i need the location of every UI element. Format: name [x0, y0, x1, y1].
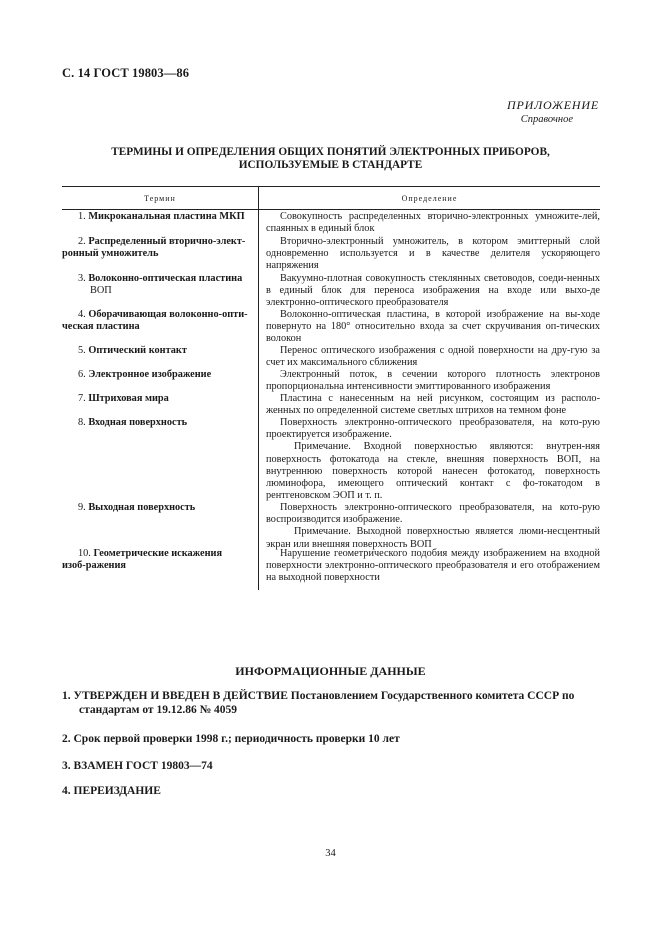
- definition-note: Примечание. Входной поверхностью являются: внутрен-няя поверхность фотокатода на стекле, внешняя поверхность ВОП, на внутреннюю поверхность которой нанесен фотокатод, поверхность люминофора, имеющего оптический контакт с фо-токатодом в рентгеновском ЭОП и т. п.: [266, 441, 600, 502]
- term-number: 3.: [78, 273, 86, 284]
- term-cell: [62, 369, 264, 381]
- definition-text: Электронный поток, в сечении которого плотность электронов пропорциональна интенсивности эмиттированного изображения: [266, 369, 600, 393]
- term-cell: [62, 502, 264, 514]
- term-name: Оборачивающая волоконно-опти-ческая пластина: [62, 309, 248, 333]
- term-name: Геометрические искажения изоб-ражения: [62, 548, 223, 572]
- definition-cell: [266, 273, 600, 310]
- definition-text: Поверхность электронно-оптического преобразователя, на кото-рую проектируется изображение.: [266, 417, 600, 441]
- title-line-1: ТЕРМИНЫ И ОПРЕДЕЛЕНИЯ ОБЩИХ ПОНЯТИЙ ЭЛЕКТРОННЫХ ПРИБОРОВ,: [111, 146, 550, 158]
- term-number: 10.: [78, 548, 91, 559]
- definition-cell: [266, 345, 600, 369]
- term-cell: [62, 417, 264, 429]
- info-item-2: 2. Срок первой проверки 1998 г.; периодичность проверки 10 лет: [62, 733, 400, 745]
- term-cell: [62, 345, 264, 357]
- title-line-2: ИСПОЛЬЗУЕМЫЕ В СТАНДАРТЕ: [238, 159, 423, 171]
- term-name: Микроканальная пластина МКП: [88, 211, 245, 222]
- definition-text: Вторично-электронный умножитель, в котором эмиттерный слой одновременно используется и в качестве делителя ускоряющего напряжения: [266, 236, 600, 272]
- term-number: 2.: [78, 236, 86, 247]
- term-name: Входная поверхность: [88, 417, 188, 428]
- term-name: Выходная поверхность: [88, 502, 196, 513]
- definition-cell: [266, 309, 600, 346]
- term-number: 4.: [78, 309, 86, 320]
- definition-text: Поверхность электронно-оптического преобразователя, на кото-рую воспроизводится изображение.: [266, 502, 600, 526]
- term-cell: [62, 548, 248, 572]
- definition-cell: [266, 502, 600, 551]
- definition-cell: [266, 393, 600, 417]
- term-number: 8.: [78, 417, 86, 428]
- term-name: Штриховая мира: [88, 393, 169, 404]
- term-number: 5.: [78, 345, 86, 356]
- page-header: С. 14 ГОСТ 19803—86: [62, 66, 190, 80]
- term-name: Волоконно-оптическая пластина: [88, 273, 243, 284]
- term-abbreviation: ВОП: [90, 285, 112, 297]
- definition-cell: [266, 211, 600, 235]
- definition-cell: [266, 369, 600, 393]
- info-title: ИНФОРМАЦИОННЫЕ ДАННЫЕ: [235, 664, 426, 678]
- definition-text: Нарушение геометрического подобия между изображением на входной поверхности электронно-оптического преобразователя и его отображением на выходной поверхности: [266, 548, 600, 584]
- appendix-type: Справочное: [520, 114, 573, 125]
- term-cell: [62, 309, 248, 333]
- term-number: 9.: [78, 502, 86, 513]
- definition-text: Волоконно-оптическая пластина, в которой изображение на вы-ходе повернуто на 180° относительно входа за счет скручивания оп-тических волокон: [266, 309, 600, 345]
- term-cell: [62, 393, 264, 405]
- definition-cell: [266, 548, 600, 585]
- table-header: [62, 186, 600, 210]
- column-divider: [258, 186, 259, 590]
- appendix-label: [507, 98, 599, 125]
- info-item-3: 3. ВЗАМЕН ГОСТ 19803—74: [62, 760, 213, 772]
- term-name: Электронное изображение: [88, 369, 212, 380]
- term-cell: [62, 236, 248, 260]
- terms-table: [62, 186, 600, 584]
- definition-text: Вакуумно-плотная совокупность стеклянных световодов, соеди-ненных в единый блок для переноса изображения на входе или выхо-де электронно-оптического преобразователя: [266, 273, 600, 309]
- definition-text: Перенос оптического изображения с одной поверхности на дру-гую за счет их максимального сближения: [266, 345, 600, 369]
- info-item-4: 4. ПЕРЕИЗДАНИЕ: [62, 785, 161, 797]
- document-title: [62, 146, 599, 172]
- info-item-1: [62, 690, 600, 717]
- column-header-definition: Определение: [401, 193, 458, 203]
- page-number: 34: [325, 848, 336, 859]
- term-number: 6.: [78, 369, 86, 380]
- definition-cell: [266, 417, 600, 502]
- definition-text: Пластина с нанесенным на ней рисунком, состоящим из располо-женных по определенной системе светлых штрихов на темном фоне: [266, 393, 600, 417]
- column-header-term: Термин: [62, 187, 259, 209]
- term-name: Оптический контакт: [88, 345, 187, 356]
- term-name: Распределенный вторично-элект-ронный умножитель: [62, 236, 246, 260]
- term-cell: [62, 211, 264, 223]
- definition-note: Примечание. Выходной поверхностью является люми-несцентный экран или внешняя поверхность ВОП: [266, 526, 600, 550]
- appendix-title: ПРИЛОЖЕНИЕ: [507, 98, 599, 112]
- definition-text: Совокупность распределенных вторично-электронных умножите-лей, спаянных в единый блок: [266, 211, 600, 235]
- definition-cell: [266, 236, 600, 273]
- term-number: 7.: [78, 393, 86, 404]
- term-cell: [62, 273, 264, 297]
- info-item-text: 1. УТВЕРЖДЕН И ВВЕДЕН В ДЕЙСТВИЕ Постановлением Государственного комитета СССР по стандартам от 19.12.86 № 4059: [62, 690, 575, 716]
- term-number: 1.: [78, 211, 86, 222]
